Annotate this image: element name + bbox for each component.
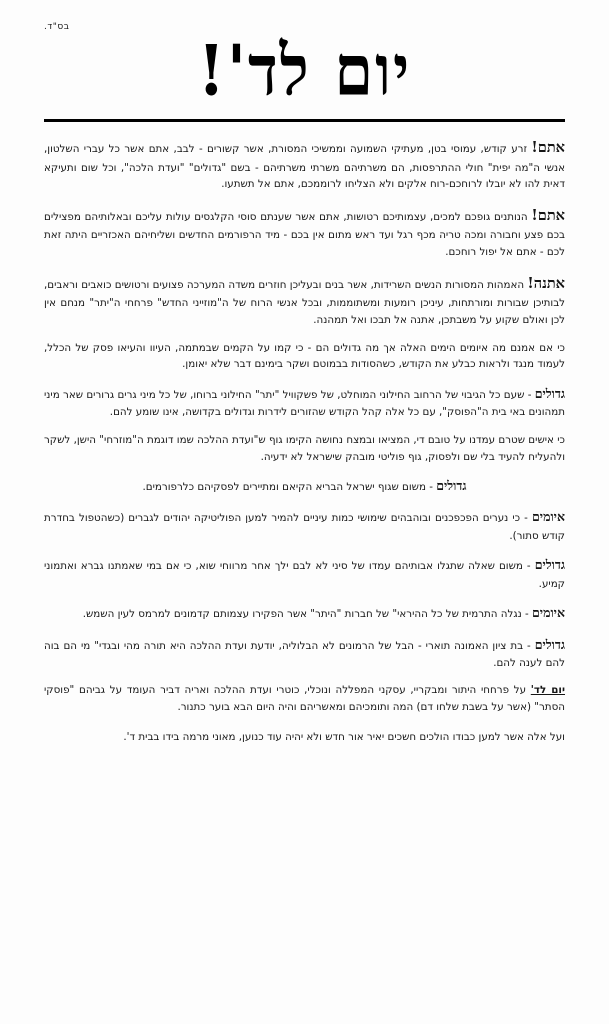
paragraph-10 (44, 603, 565, 623)
document-body (44, 136, 565, 745)
paragraph-12 (44, 682, 565, 715)
paragraph-13 (44, 729, 565, 746)
paragraph-text: ועל אלה אשר למען כבודו הולכים חשכים יאיר אור חדש ולא יהיה עוד כנוען, מאוני מרמה בידו בבית ד'. (123, 730, 565, 743)
page-title: יום לד'! (197, 29, 412, 112)
paragraph-text: - משום שאלה שתגלו אבותיהם עמדו של סיני לא לבם ילך אחר מרווחי שוא, כי אם במי שאמתנו גברא ואתמוני קמיע. (44, 560, 565, 590)
paragraph-lead: אתם! (531, 139, 565, 157)
paragraph-text: על פרחחי היתור ומבקריי, עסקני המפללה ונוכלי, כוטרי ועדת ההלכה ואריה דביר העומד על גביהם "פוסקי הסתר" (אשר על בשבת שלחו דם) המה ותומכיהם ומאשריהם והיה היום הבא בוער כתנור. (44, 684, 565, 714)
paragraph-text: - בת ציון האמונה תוארי - הבל של הרמונים לא הבלוליה, יודעת ועדת ההלכה היא תורה מהי ובגדי" מי הם בוה להם לענה להם. (44, 639, 565, 669)
paragraph-lead: גדולים (436, 478, 467, 494)
paragraph-1 (44, 136, 565, 193)
paragraph-lead: איומים (532, 605, 565, 621)
paragraph-lead: גדולים (534, 636, 565, 652)
paragraph-text: - שעם כל הגיבוי של הרחוב החילוני המוחלט, של פשקוויל "יתר" החילוני ברוחו, של כל מיני גרים גרורים שאר מיני תמהונים באי בית ה"הפוסק", עם כל אלה קהל הקודש שהזורים לידרות וגדולים בקדושה, אינו שומע להם. (44, 388, 565, 419)
paragraph-text: - כי נערים הפכפכנים ובוהבהים שימושי כמות עיניים להמיר למען הפוליטיקה יהודים לגברים (כשהטפול בחדרת קודש סתור). (44, 512, 565, 542)
paragraph-lead: אתנה! (527, 274, 565, 292)
paragraph-6 (44, 432, 565, 465)
paragraph-text: - נגלה התרמית של כל ההיראי" של חברות "היתר" אשר הפקירו עצמותם קדמונים למרמס לעין השמש. (82, 608, 529, 621)
title-block (44, 29, 565, 112)
paragraph-text: כי אם אמנם מה איומים הימים האלה אך מה גדולים הם - כי קמו על הקמים שבמתמה, העיוו והעיאו פסק של הכלל, לעמוד מנגד ולראות כבלע את הקודש, כשהסודות בבמוטם ושקר בימינם דבר שלא יאומן. (44, 341, 565, 371)
paragraph-text: - משום שגוף ישראל הבריא הקיאם ומתיירים לפסקיהם כלרפורמים. (142, 481, 433, 494)
title-divider (44, 119, 565, 122)
paragraph-lead: איומים (532, 509, 565, 525)
paragraph-text: זרע קודש, עמוסי בטן, מעתיקי השמועה וממשיכי המסורת, אשר קשורים - לבב, אתם אשר כל עברי השלטון, אנשי ה"מה יפית" חולי ההתרפסות, הם משרתיהם משרתי משרתיהם - בשם "גדולים" "ועדת הלכה", וכל שום ותעיקא דאית להו לא יובלו לרוחכם-רוח אלקים ולא הצליחו לרוממכם, אתם אל תשתעו. (44, 143, 565, 191)
paragraph-text: כי אישים שטרם עמדנו על טובם די, המציאו ובמצח נחושה הקימו גוף ש"ועדת ההלכה שמו דוגמת ה"מוזרחי" הישן, לשקר ולהעליח להעיד בלי שם ולפסוק, גוף פוליטי מובהק שישראל לא ידעיה. (44, 433, 565, 463)
paragraph-lead: גדולים (534, 385, 565, 401)
paragraph-7 (44, 476, 565, 496)
paragraph-3 (44, 272, 565, 329)
paragraph-lead: גדולים (534, 557, 565, 573)
paragraph-2 (44, 204, 565, 261)
paragraph-5 (44, 384, 565, 421)
paragraph-11 (44, 635, 565, 672)
bsd-header: בס"ד. (44, 22, 70, 32)
paragraph-9 (44, 555, 565, 592)
paragraph-8 (44, 507, 565, 544)
paragraph-4 (44, 340, 565, 373)
paragraph-text: הנותנים גופכם למכים, עצמותיכם רטושות, אתם אשר שענתם סוסי הקלגסים עולות עליכם ובאלותיהם מפצילים בכם פצע וחבורה ומכה טריה מכף רגל ועד ראש מתום אין בכם - מיד הרפורמים החדשים ושליחיהם האכזריים היתה זאת לכם - אתם אל יפול רוחכם. (44, 210, 565, 259)
paragraph-lead: יום לד' (530, 684, 565, 697)
paragraph-lead: אתם! (531, 206, 565, 224)
paragraph-text: האמהות המסורות הנשים השרידות, אשר בנים ובעליכן חוזרים משדה המערכה פצועים ורטושים כואבים וראבים, לבותיכן שבורות ומורתחות, עיניכן רומעות ומשתוממות, ובכל אנשי הרוח של ה"מוזייני החדש" פרחחי ה"יתר" מנחם אין לכן ואולם שקוע על משבתכן, אתנה אל תבכו ואל תמהנה. (44, 278, 565, 326)
